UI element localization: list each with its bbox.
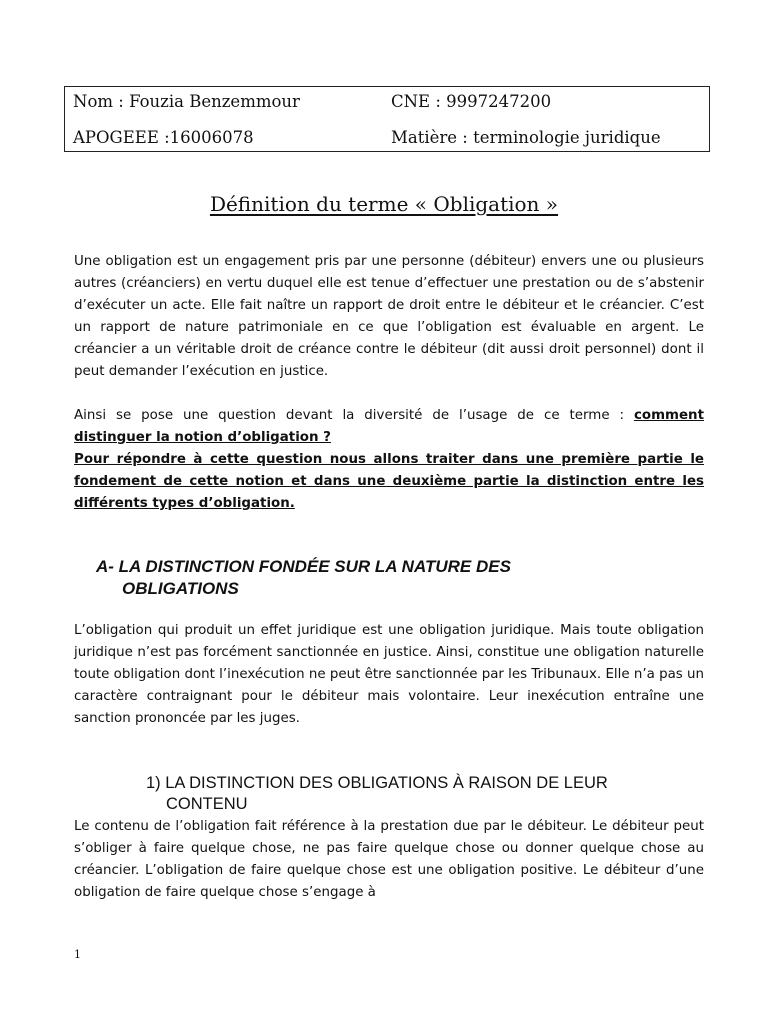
question-emphasis: comment distinguer la notion d’obligation ?: [74, 408, 704, 445]
section-1-heading: [146, 773, 706, 815]
student-apogee: APOGEEE :16006078: [73, 128, 254, 147]
section-a-heading: [96, 556, 696, 600]
section-1-paragraph: Le contenu de l’obligation fait référence à la prestation due par le débiteur. Le débiteur peut s’obliger à faire quelque chose, ne pas faire quelque chose ou donner quelque chose au créancier. L’obligation de faire quelque chose est une obligation positive. Le débiteur d’une obligation de faire quelque chose s’engage à: [74, 819, 704, 900]
intro-paragraph: Une obligation est un engagement pris par une personne (débiteur) envers une ou plusieurs autres (créanciers) en vertu duquel elle est tenue d’effectuer une prestation ou de s’abstenir d’exécuter un acte. Elle fait naître un rapport de droit entre le débiteur et le créancier. C’est un rapport de nature patrimoniale en ce que l’obligation est évaluable en argent. Le créancier a un véritable droit de créance contre le débiteur (dit aussi droit personnel) dont il peut demander l’exécution en justice.: [74, 254, 704, 379]
section-a-heading-line1: A- LA DISTINCTION FONDÉE SUR LA NATURE DES: [96, 557, 511, 576]
plan-paragraph: Pour répondre à cette question nous allons traiter dans une première partie le fondement de cette notion et dans une deuxième partie la distinction entre les différents types d’obligation.: [74, 452, 704, 511]
document-title: Définition du terme « Obligation »: [209, 192, 559, 216]
student-info-box: [64, 86, 710, 152]
intro-question: [74, 405, 704, 449]
question-lead: Ainsi se pose une question devant la diversité de l’usage de ce terme :: [74, 408, 634, 423]
section-a-paragraph: L’obligation qui produit un effet juridique est une obligation juridique. Mais toute obligation juridique n’est pas forcément sanctionnée en justice. Ainsi, constitue une obligation naturelle toute obligation dont l’inexécution ne peut être sanctionnée par les Tribunaux. Elle n’a pas un caractère contraignant pour le débiteur mais volontaire. Leur inexécution entraîne une sanction prononcée par les juges.: [74, 623, 704, 726]
page-number: 1: [74, 948, 81, 961]
student-cne: CNE : 9997247200: [391, 92, 552, 111]
section-a-heading-line2: OBLIGATIONS: [122, 579, 239, 598]
subject: Matière : terminologie juridique: [391, 128, 661, 147]
section-1-heading-line2: CONTENU: [166, 795, 248, 813]
section-1-heading-line1: 1) LA DISTINCTION DES OBLIGATIONS À RAISON DE LEUR: [146, 774, 608, 792]
student-name: Nom : Fouzia Benzemmour: [73, 92, 300, 111]
